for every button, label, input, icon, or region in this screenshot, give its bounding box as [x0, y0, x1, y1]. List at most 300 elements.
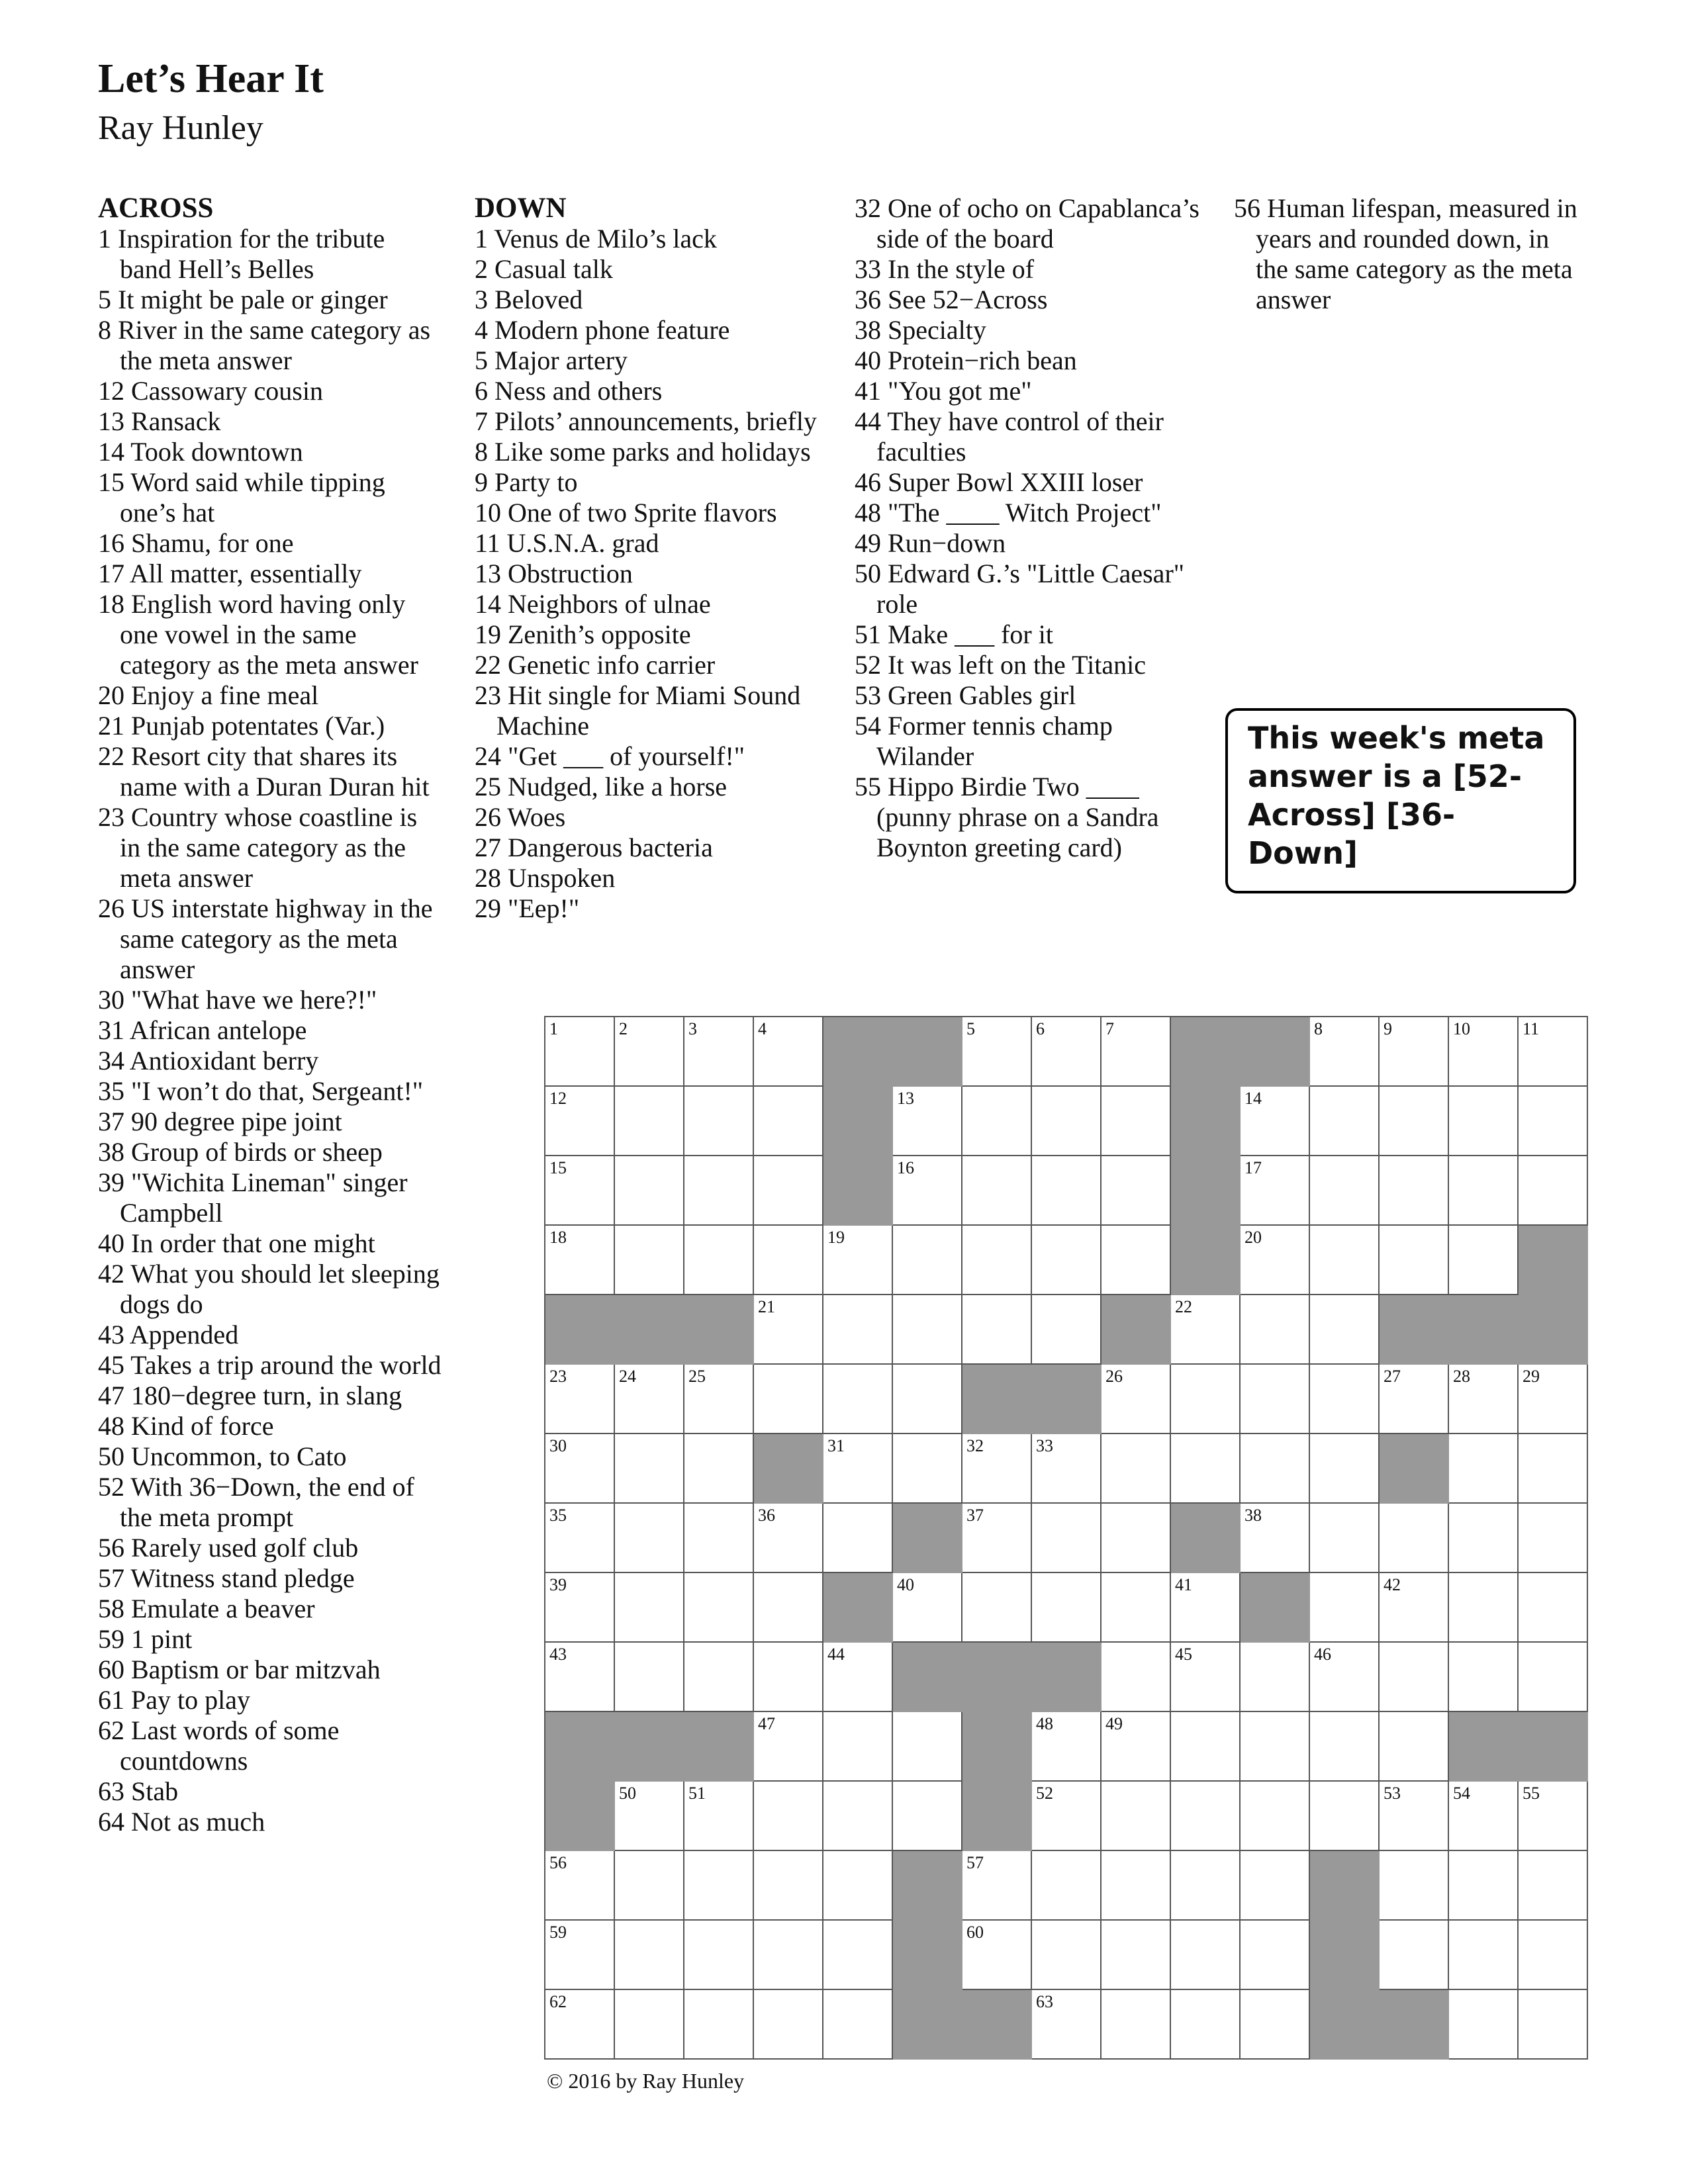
grid-cell[interactable] [1241, 1921, 1310, 1990]
across-clue: 61 Pay to play [98, 1685, 250, 1715]
grid-block-cell [1171, 1156, 1241, 1226]
cell-number: 48 [1036, 1714, 1053, 1733]
grid-cell[interactable] [615, 1851, 684, 1921]
grid-cell[interactable] [615, 1434, 684, 1504]
cell-number: 49 [1105, 1714, 1123, 1733]
grid-cell[interactable] [893, 1226, 962, 1295]
grid-cell[interactable] [1102, 1782, 1171, 1851]
grid-cell[interactable] [615, 1643, 684, 1712]
grid-block-cell [1171, 1017, 1241, 1087]
grid-cell[interactable] [1032, 1156, 1102, 1226]
cell-number: 13 [897, 1089, 914, 1108]
grid-cell[interactable] [1380, 1573, 1449, 1643]
grid-cell[interactable] [1519, 1365, 1588, 1434]
down-clue: 32 One of ocho on Capablanca’s side of the board [855, 193, 1199, 253]
grid-cell[interactable] [545, 1643, 615, 1712]
across-clue: 62 Last words of some countdowns [98, 1715, 340, 1776]
grid-cell[interactable] [1519, 1504, 1588, 1573]
grid-cell[interactable] [754, 1643, 823, 1712]
across-clue: 15 Word said while tipping one’s hat [98, 467, 385, 527]
grid-cell[interactable] [1102, 1365, 1171, 1434]
grid-cell[interactable] [962, 1017, 1032, 1087]
grid-cell[interactable] [684, 1573, 754, 1643]
grid-cell[interactable] [1171, 1712, 1241, 1782]
grid-cell[interactable] [1102, 1017, 1171, 1087]
cell-number: 52 [1036, 1784, 1053, 1803]
grid-block-cell [1519, 1226, 1588, 1295]
across-clue: 40 In order that one might [98, 1228, 375, 1258]
grid-cell[interactable] [1519, 1573, 1588, 1643]
cell-number: 37 [966, 1506, 984, 1525]
grid-cell[interactable] [545, 1365, 615, 1434]
grid-cell[interactable] [1310, 1295, 1380, 1365]
grid-cell[interactable] [1449, 1573, 1519, 1643]
grid-cell[interactable] [1241, 1226, 1310, 1295]
grid-cell[interactable] [1241, 1504, 1310, 1573]
grid-cell[interactable] [1380, 1087, 1449, 1156]
grid-cell[interactable] [754, 1921, 823, 1990]
down-clue: 33 In the style of [855, 254, 1035, 284]
across-clue: 22 Resort city that shares its name with a Duran Duran hit [98, 741, 430, 801]
grid-cell[interactable] [893, 1365, 962, 1434]
grid-cell[interactable] [893, 1156, 962, 1226]
grid-cell[interactable] [1241, 1295, 1310, 1365]
puzzle-title: Let’s Hear It [98, 56, 324, 101]
grid-cell[interactable] [754, 1295, 823, 1365]
cell-number: 30 [549, 1436, 567, 1455]
grid-cell[interactable] [1032, 1295, 1102, 1365]
grid-cell[interactable] [615, 1156, 684, 1226]
grid-block-cell [1171, 1504, 1241, 1573]
cell-number: 17 [1244, 1158, 1262, 1177]
grid-block-cell [1449, 1295, 1519, 1365]
grid-cell[interactable] [1449, 1851, 1519, 1921]
grid-cell[interactable] [1449, 1226, 1519, 1295]
cell-number: 12 [549, 1089, 567, 1108]
grid-cell[interactable] [1380, 1365, 1449, 1434]
cell-number: 57 [966, 1853, 984, 1872]
grid-cell[interactable] [1310, 1712, 1380, 1782]
cell-number: 44 [827, 1645, 845, 1664]
grid-cell[interactable] [1241, 1365, 1310, 1434]
grid-cell[interactable] [1310, 1782, 1380, 1851]
grid-cell[interactable] [615, 1921, 684, 1990]
grid-cell[interactable] [1449, 1990, 1519, 2060]
grid-cell[interactable] [1310, 1365, 1380, 1434]
grid-cell[interactable] [545, 1990, 615, 2060]
grid-block-cell [1519, 1712, 1588, 1782]
cell-number: 16 [897, 1158, 914, 1177]
down-clue: 44 They have control of their faculties [855, 406, 1164, 467]
cell-number: 29 [1523, 1367, 1540, 1386]
grid-cell[interactable] [1171, 1990, 1241, 2060]
down-clue: 51 Make ___ for it [855, 619, 1053, 649]
grid-cell[interactable] [1171, 1573, 1241, 1643]
grid-cell[interactable] [754, 1990, 823, 2060]
grid-block-cell [1171, 1087, 1241, 1156]
grid-block-cell [1241, 1017, 1310, 1087]
across-clue: 38 Group of birds or sheep [98, 1137, 383, 1167]
copyright-notice: © 2016 by Ray Hunley [547, 2069, 745, 2093]
cell-number: 35 [549, 1506, 567, 1525]
grid-block-cell [893, 1921, 962, 1990]
grid-cell[interactable] [1241, 1087, 1310, 1156]
grid-cell[interactable] [1310, 1504, 1380, 1573]
grid-cell[interactable] [1380, 1156, 1449, 1226]
down-clue: 14 Neighbors of ulnae [475, 589, 711, 619]
grid-cell[interactable] [962, 1087, 1032, 1156]
down-clue-list-continued [855, 193, 1205, 863]
down-column-continued [855, 193, 1205, 863]
grid-cell[interactable] [1310, 1573, 1380, 1643]
cell-number: 8 [1314, 1019, 1323, 1038]
cell-number: 3 [688, 1019, 697, 1038]
grid-cell[interactable] [962, 1851, 1032, 1921]
cell-number: 21 [758, 1297, 775, 1316]
grid-cell[interactable] [1241, 1156, 1310, 1226]
cell-number: 14 [1244, 1089, 1262, 1108]
cell-number: 4 [758, 1019, 767, 1038]
grid-cell[interactable] [684, 1504, 754, 1573]
grid-cell[interactable] [615, 1226, 684, 1295]
cell-number: 53 [1383, 1784, 1401, 1803]
grid-cell[interactable] [1102, 1990, 1171, 2060]
cell-number: 26 [1105, 1367, 1123, 1386]
grid-cell[interactable] [1032, 1226, 1102, 1295]
grid-cell[interactable] [1032, 1573, 1102, 1643]
grid-cell[interactable] [1032, 1851, 1102, 1921]
grid-cell[interactable] [1032, 1434, 1102, 1504]
grid-cell[interactable] [1519, 1434, 1588, 1504]
grid-cell[interactable] [1449, 1156, 1519, 1226]
grid-cell[interactable] [1102, 1573, 1171, 1643]
grid-cell[interactable] [684, 1643, 754, 1712]
grid-cell[interactable] [1449, 1921, 1519, 1990]
grid-block-cell [962, 1712, 1032, 1782]
across-clue: 43 Appended [98, 1320, 239, 1349]
grid-cell[interactable] [684, 1990, 754, 2060]
grid-cell[interactable] [545, 1156, 615, 1226]
grid-cell[interactable] [962, 1295, 1032, 1365]
grid-cell[interactable] [893, 1782, 962, 1851]
grid-cell[interactable] [1519, 1087, 1588, 1156]
across-clue: 18 English word having only one vowel in the same category as the meta answer [98, 589, 418, 680]
grid-cell[interactable] [615, 1087, 684, 1156]
down-clue: 50 Edward G.’s "Little Caesar" role [855, 559, 1185, 619]
grid-cell[interactable] [545, 1573, 615, 1643]
grid-cell[interactable] [754, 1087, 823, 1156]
grid-cell[interactable] [684, 1365, 754, 1434]
grid-cell[interactable] [1102, 1504, 1171, 1573]
down-clue: 19 Zenith’s opposite [475, 619, 691, 649]
grid-cell[interactable] [1241, 1851, 1310, 1921]
grid-cell[interactable] [684, 1782, 754, 1851]
grid-cell[interactable] [962, 1226, 1032, 1295]
across-clue: 63 Stab [98, 1776, 179, 1806]
grid-block-cell [823, 1573, 893, 1643]
grid-cell[interactable] [1310, 1434, 1380, 1504]
puzzle-author: Ray Hunley [98, 109, 263, 147]
grid-block-cell [1449, 1712, 1519, 1782]
cell-number: 50 [619, 1784, 636, 1803]
grid-cell[interactable] [1449, 1087, 1519, 1156]
grid-cell[interactable] [754, 1504, 823, 1573]
cell-number: 62 [549, 1992, 567, 2011]
grid-block-cell [1032, 1365, 1102, 1434]
grid-cell[interactable] [1380, 1851, 1449, 1921]
grid-cell[interactable] [545, 1851, 615, 1921]
grid-cell[interactable] [684, 1434, 754, 1504]
grid-block-cell [1310, 1921, 1380, 1990]
grid-block-cell [1310, 1990, 1380, 2060]
grid-cell[interactable] [1310, 1017, 1380, 1087]
cell-number: 27 [1383, 1367, 1401, 1386]
grid-cell[interactable] [615, 1782, 684, 1851]
grid-block-cell [684, 1295, 754, 1365]
grid-block-cell [823, 1156, 893, 1226]
across-column [98, 193, 442, 1837]
across-clue: 39 "Wichita Lineman" singer Campbell [98, 1167, 408, 1228]
grid-cell[interactable] [1241, 1643, 1310, 1712]
grid-cell[interactable] [1519, 1643, 1588, 1712]
grid-cell[interactable] [1310, 1087, 1380, 1156]
grid-cell[interactable] [1241, 1990, 1310, 2060]
grid-cell[interactable] [545, 1504, 615, 1573]
grid-cell[interactable] [1519, 1990, 1588, 2060]
grid-cell[interactable] [1519, 1017, 1588, 1087]
grid-cell[interactable] [1102, 1851, 1171, 1921]
grid-cell[interactable] [823, 1365, 893, 1434]
grid-cell[interactable] [823, 1921, 893, 1990]
cell-number: 55 [1523, 1784, 1540, 1803]
cell-number: 33 [1036, 1436, 1053, 1455]
grid-cell[interactable] [823, 1434, 893, 1504]
down-clue: 46 Super Bowl XXIII loser [855, 467, 1143, 497]
grid-block-cell [754, 1434, 823, 1504]
grid-cell[interactable] [1171, 1851, 1241, 1921]
cell-number: 59 [549, 1923, 567, 1942]
grid-cell[interactable] [1032, 1017, 1102, 1087]
down-clue: 22 Genetic info carrier [475, 650, 716, 680]
grid-cell[interactable] [754, 1017, 823, 1087]
across-clue: 60 Baptism or bar mitzvah [98, 1655, 381, 1684]
cell-number: 24 [619, 1367, 636, 1386]
grid-cell[interactable] [1102, 1156, 1171, 1226]
grid-cell[interactable] [823, 1990, 893, 2060]
grid-cell[interactable] [962, 1921, 1032, 1990]
across-clue: 23 Country whose coastline is in the same category as the meta answer [98, 802, 418, 893]
grid-cell[interactable] [1380, 1643, 1449, 1712]
grid-cell[interactable] [1449, 1643, 1519, 1712]
grid-cell[interactable] [1449, 1434, 1519, 1504]
grid-cell[interactable] [1241, 1782, 1310, 1851]
grid-cell[interactable] [893, 1434, 962, 1504]
grid-cell[interactable] [823, 1226, 893, 1295]
grid-cell[interactable] [1102, 1643, 1171, 1712]
across-clue: 30 "What have we here?!" [98, 985, 377, 1015]
grid-cell[interactable] [1102, 1226, 1171, 1295]
grid-block-cell [823, 1087, 893, 1156]
grid-cell[interactable] [1171, 1434, 1241, 1504]
grid-cell[interactable] [545, 1087, 615, 1156]
grid-cell[interactable] [1171, 1643, 1241, 1712]
grid-cell[interactable] [893, 1573, 962, 1643]
grid-cell[interactable] [754, 1782, 823, 1851]
grid-block-cell [962, 1782, 1032, 1851]
grid-block-cell [1519, 1295, 1588, 1365]
across-clue: 12 Cassowary cousin [98, 376, 323, 406]
down-clue: 48 "The ____ Witch Project" [855, 498, 1162, 527]
grid-cell[interactable] [1449, 1365, 1519, 1434]
across-clue: 64 Not as much [98, 1807, 265, 1837]
grid-cell[interactable] [754, 1851, 823, 1921]
grid-cell[interactable] [962, 1573, 1032, 1643]
down-clue: 2 Casual talk [475, 254, 613, 284]
down-clue: 26 Woes [475, 802, 566, 832]
grid-cell[interactable] [754, 1712, 823, 1782]
grid-block-cell [1380, 1990, 1449, 2060]
grid-cell[interactable] [545, 1434, 615, 1504]
grid-cell[interactable] [1171, 1365, 1241, 1434]
grid-cell[interactable] [1449, 1017, 1519, 1087]
across-clue: 14 Took downtown [98, 437, 303, 467]
grid-cell[interactable] [1241, 1712, 1310, 1782]
cell-number: 15 [549, 1158, 567, 1177]
across-clue: 56 Rarely used golf club [98, 1533, 359, 1563]
grid-cell[interactable] [1519, 1921, 1588, 1990]
grid-cell[interactable] [1380, 1921, 1449, 1990]
grid-block-cell [1032, 1643, 1102, 1712]
grid-block-cell [893, 1504, 962, 1573]
grid-cell[interactable] [1032, 1921, 1102, 1990]
grid-cell[interactable] [1032, 1712, 1102, 1782]
grid-cell[interactable] [1449, 1504, 1519, 1573]
grid-cell[interactable] [1032, 1087, 1102, 1156]
grid-cell[interactable] [1449, 1782, 1519, 1851]
grid-cell[interactable] [962, 1156, 1032, 1226]
grid-cell[interactable] [1310, 1156, 1380, 1226]
grid-cell[interactable] [1171, 1782, 1241, 1851]
grid-cell[interactable] [684, 1851, 754, 1921]
down-clue: 3 Beloved [475, 285, 583, 314]
grid-cell[interactable] [962, 1434, 1032, 1504]
cell-number: 47 [758, 1714, 775, 1733]
cell-number: 32 [966, 1436, 984, 1455]
grid-cell[interactable] [1380, 1226, 1449, 1295]
down-column-continued-2 [1234, 193, 1578, 315]
across-clue: 52 With 36−Down, the end of the meta prompt [98, 1472, 414, 1532]
down-clue: 38 Specialty [855, 315, 986, 345]
grid-cell[interactable] [1519, 1156, 1588, 1226]
grid-cell[interactable] [1102, 1434, 1171, 1504]
grid-cell[interactable] [1102, 1712, 1171, 1782]
grid-cell[interactable] [684, 1087, 754, 1156]
cell-number: 10 [1453, 1019, 1470, 1038]
grid-block-cell [893, 1990, 962, 2060]
grid-cell[interactable] [545, 1017, 615, 1087]
down-clue: 1 Venus de Milo’s lack [475, 224, 717, 253]
grid-cell[interactable] [823, 1643, 893, 1712]
down-clue: 27 Dangerous bacteria [475, 833, 713, 862]
grid-cell[interactable] [615, 1573, 684, 1643]
grid-cell[interactable] [754, 1573, 823, 1643]
grid-cell[interactable] [1171, 1295, 1241, 1365]
grid-cell[interactable] [545, 1226, 615, 1295]
down-clue: 13 Obstruction [475, 559, 633, 588]
grid-cell[interactable] [823, 1712, 893, 1782]
grid-cell[interactable] [1032, 1504, 1102, 1573]
grid-cell[interactable] [893, 1295, 962, 1365]
grid-cell[interactable] [1380, 1712, 1449, 1782]
grid-cell[interactable] [754, 1156, 823, 1226]
down-clue: 7 Pilots’ announcements, briefly [475, 406, 817, 436]
grid-cell[interactable] [615, 1504, 684, 1573]
grid-cell[interactable] [1519, 1782, 1588, 1851]
grid-cell[interactable] [823, 1295, 893, 1365]
cell-number: 18 [549, 1228, 567, 1247]
grid-cell[interactable] [893, 1712, 962, 1782]
grid-block-cell [1380, 1295, 1449, 1365]
down-clue: 6 Ness and others [475, 376, 663, 406]
across-clue: 50 Uncommon, to Cato [98, 1441, 347, 1471]
cell-number: 43 [549, 1645, 567, 1664]
grid-cell[interactable] [754, 1226, 823, 1295]
grid-cell[interactable] [1241, 1434, 1310, 1504]
across-clue: 8 River in the same category as the meta answer [98, 315, 431, 375]
grid-cell[interactable] [1171, 1921, 1241, 1990]
grid-cell[interactable] [962, 1504, 1032, 1573]
grid-cell[interactable] [615, 1017, 684, 1087]
grid-cell[interactable] [823, 1782, 893, 1851]
grid-cell[interactable] [545, 1921, 615, 1990]
across-clue: 47 180−degree turn, in slang [98, 1381, 402, 1410]
grid-cell[interactable] [684, 1156, 754, 1226]
cell-number: 40 [897, 1575, 914, 1594]
grid-cell[interactable] [1102, 1087, 1171, 1156]
grid-cell[interactable] [1519, 1851, 1588, 1921]
grid-block-cell [962, 1990, 1032, 2060]
grid-block-cell [893, 1851, 962, 1921]
grid-cell[interactable] [615, 1365, 684, 1434]
cell-number: 20 [1244, 1228, 1262, 1247]
grid-cell[interactable] [1032, 1990, 1102, 2060]
grid-cell[interactable] [1310, 1226, 1380, 1295]
grid-cell[interactable] [754, 1365, 823, 1434]
grid-cell[interactable] [893, 1087, 962, 1156]
grid-cell[interactable] [823, 1504, 893, 1573]
meta-prompt-callout: This week's meta answer is a [52-Across] [36-Down] [1225, 708, 1576, 893]
across-clue: 26 US interstate highway in the same category as the meta answer [98, 893, 433, 984]
grid-cell[interactable] [1102, 1921, 1171, 1990]
grid-cell[interactable] [684, 1226, 754, 1295]
down-column [475, 193, 837, 924]
grid-cell[interactable] [1380, 1782, 1449, 1851]
grid-cell[interactable] [1380, 1017, 1449, 1087]
grid-cell[interactable] [615, 1990, 684, 2060]
cell-number: 25 [688, 1367, 706, 1386]
cell-number: 1 [549, 1019, 558, 1038]
grid-cell[interactable] [1032, 1782, 1102, 1851]
down-clue: 40 Protein−rich bean [855, 345, 1077, 375]
cell-number: 9 [1383, 1019, 1392, 1038]
grid-cell[interactable] [684, 1921, 754, 1990]
grid-cell[interactable] [1310, 1643, 1380, 1712]
cell-number: 22 [1175, 1297, 1192, 1316]
grid-cell[interactable] [823, 1851, 893, 1921]
grid-cell[interactable] [1380, 1504, 1449, 1573]
grid-cell[interactable] [684, 1017, 754, 1087]
grid-block-cell [893, 1643, 962, 1712]
